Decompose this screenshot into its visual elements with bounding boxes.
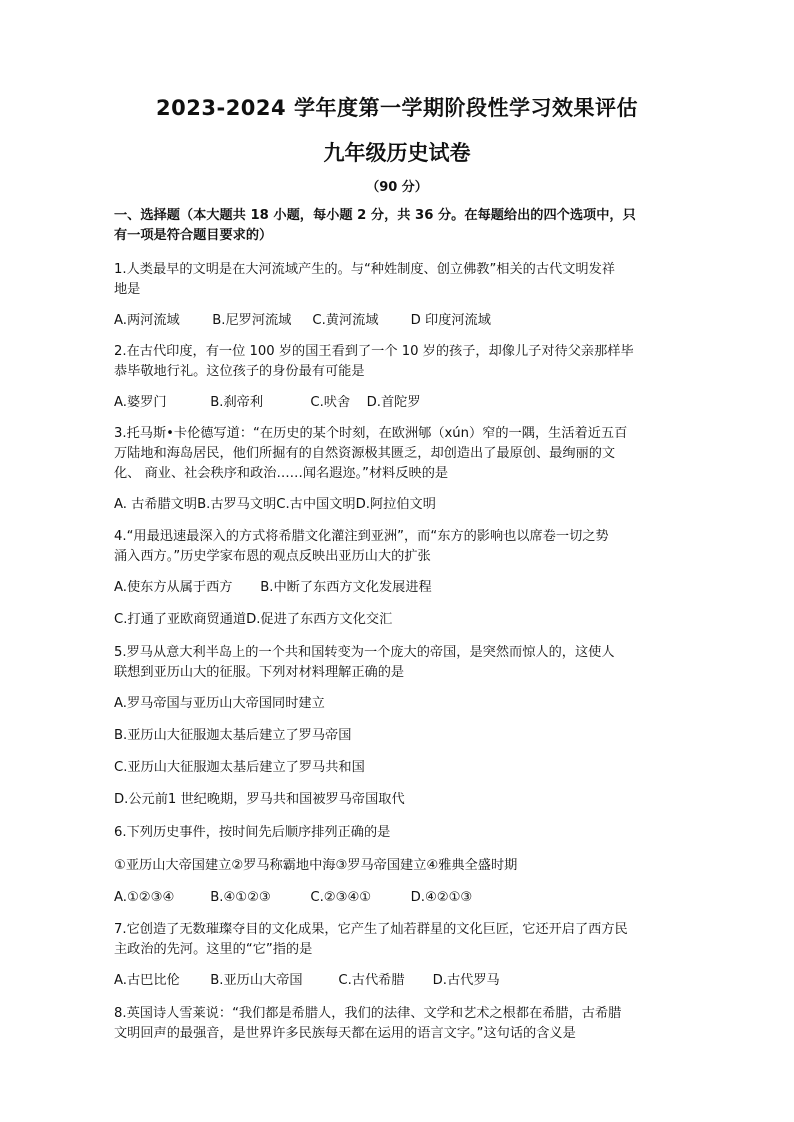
question-7-line1: 7.它创造了无数璀璨夺目的文化成果，它产生了灿若群星的文化巨匠，它还开启了西方民 bbox=[114, 922, 628, 937]
question-1-line1: 1.人类最早的文明是在大河流域产生的。与“种姓制度、创立佛教”相关的古代文明发祥 bbox=[114, 262, 615, 277]
question-4-line2: 涌入西方。”历史学家布恩的观点反映出亚历山大的扩张 bbox=[114, 549, 431, 564]
option-d[interactable]: D.首陀罗 bbox=[366, 395, 421, 410]
exam-subtitle: 九年级历史试卷 bbox=[323, 141, 471, 165]
option-c[interactable]: C.②③④① bbox=[310, 890, 372, 905]
question-7-line2: 主政治的先河。这里的“它”指的是 bbox=[114, 942, 313, 957]
question-3-options[interactable]: A. 古希腊文明B.古罗马文明C.古中国文明D.阿拉伯文明 bbox=[114, 497, 436, 512]
option-a[interactable]: A.两河流域 bbox=[114, 313, 180, 328]
question-4-line1: 4.“用最迅速最深入的方式将希腊文化灌注到亚洲”，而“东方的影响也以席卷一切之势 bbox=[114, 529, 609, 544]
section-heading-line2: 有一项是符合题目要求的） bbox=[114, 228, 273, 243]
option-b[interactable]: B.亚历山大征服迦太基后建立了罗马帝国 bbox=[114, 728, 352, 743]
option-a[interactable]: A.①②③④ bbox=[114, 890, 175, 905]
option-a[interactable]: A.罗马帝国与亚历山大帝国同时建立 bbox=[114, 696, 325, 711]
option-b[interactable]: B.刹帝利 bbox=[210, 395, 264, 410]
option-a[interactable]: A.婆罗门 bbox=[114, 395, 167, 410]
question-8-line1: 8.英国诗人雪莱说：“我们都是希腊人，我们的法律、文学和艺术之根都在希腊，古希腊 bbox=[114, 1006, 622, 1021]
question-1-line2: 地是 bbox=[114, 282, 141, 297]
question-3-line2: 万陆地和海岛居民，他们所掘有的自然资源极其匮乏，却创造出了最原创、最绚丽的文 bbox=[114, 446, 616, 461]
option-c[interactable]: C.古代希腊 bbox=[338, 973, 405, 988]
total-score: （90 分） bbox=[366, 180, 428, 195]
section-heading-line1: 一、选择题（本大题共 18 小题，每小题 2 分，共 36 分。在每题给出的四个选项中，只 bbox=[114, 208, 636, 223]
option-b[interactable]: B.亚历山大帝国 bbox=[210, 973, 303, 988]
option-d[interactable]: D.④②①③ bbox=[410, 890, 473, 905]
question-2-line2: 恭毕敬地行礼。这位孩子的身份最有可能是 bbox=[114, 364, 365, 379]
option-b[interactable]: B.④①②③ bbox=[210, 890, 271, 905]
option-c[interactable]: C.吠舍 bbox=[310, 395, 351, 410]
question-4-options-row2[interactable]: C.打通了亚欧商贸通道D.促进了东西方文化交汇 bbox=[114, 612, 393, 627]
question-3-line3: 化、 商业、社会秩序和政治……闻名遐迩。”材料反映的是 bbox=[114, 466, 449, 481]
question-6-options bbox=[114, 888, 472, 908]
question-5-line1: 5.罗马从意大利半岛上的一个共和国转变为一个庞大的帝国，是突然而惊人的，这使人 bbox=[114, 645, 615, 660]
question-3-line1: 3.托马斯•卡伦德写道：“在历史的某个时刻，在欧洲郇（xún）窄的一隅，生活着近五百 bbox=[114, 426, 628, 441]
question-6-events: ①亚历山大帝国建立②罗马称霸地中海③罗马帝国建立④雅典全盛时期 bbox=[114, 858, 518, 873]
option-d[interactable]: D 印度河流域 bbox=[410, 313, 491, 328]
question-7-options bbox=[114, 971, 500, 991]
option-a[interactable]: A.古巴比伦 bbox=[114, 973, 180, 988]
question-6-line1: 6.下列历史事件，按时间先后顺序排列正确的是 bbox=[114, 825, 391, 840]
option-c[interactable]: C.亚历山大征服迦太基后建立了罗马共和国 bbox=[114, 760, 365, 775]
option-b[interactable]: B.中断了东西方文化发展进程 bbox=[260, 580, 432, 595]
option-c[interactable]: C.黄河流域 bbox=[312, 313, 379, 328]
question-2-options bbox=[114, 393, 421, 413]
option-a[interactable]: A.使东方从属于西方 bbox=[114, 580, 233, 595]
question-1-options bbox=[114, 311, 491, 331]
question-8-line2: 文明回声的最强音，是世界许多民族每天都在运用的语言文字。”这句话的含义是 bbox=[114, 1026, 576, 1041]
option-d[interactable]: D.公元前1 世纪晚期，罗马共和国被罗马帝国取代 bbox=[114, 792, 405, 807]
question-4-options-row1 bbox=[114, 578, 432, 598]
option-d[interactable]: D.古代罗马 bbox=[432, 973, 500, 988]
exam-title: 2023-2024 学年度第一学期阶段性学习效果评估 bbox=[156, 96, 638, 120]
question-5-line2: 联想到亚历山大的征服。下列对材料理解正确的是 bbox=[114, 665, 405, 680]
question-2-line1: 2.在古代印度，有一位 100 岁的国王看到了一个 10 岁的孩子，却像儿子对待父亲那样毕 bbox=[114, 344, 634, 359]
option-b[interactable]: B.尼罗河流域 bbox=[212, 313, 292, 328]
